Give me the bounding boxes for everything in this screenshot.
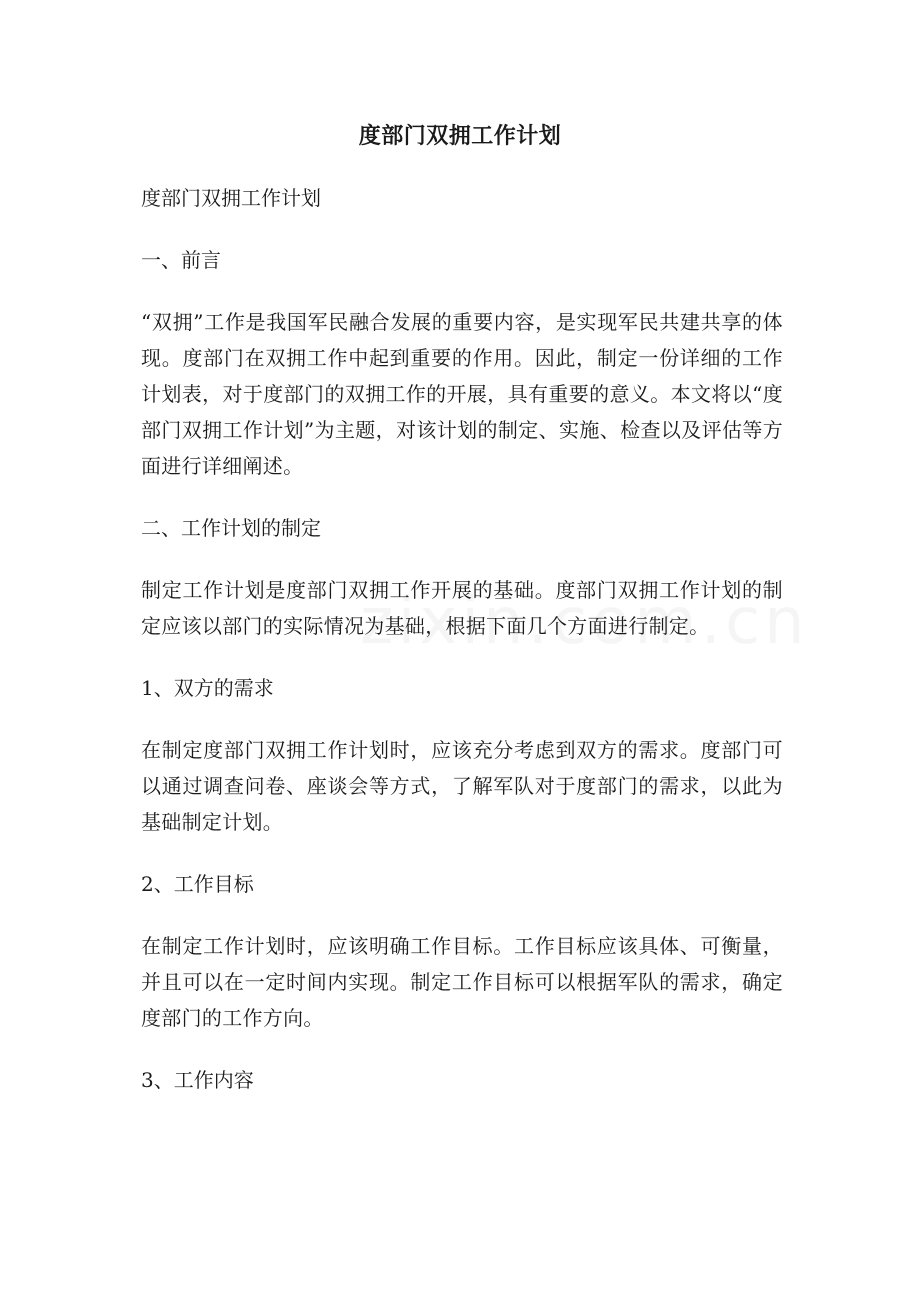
needs-paragraph: 在制定度部门双拥工作计划时，应该充分考虑到双方的需求。度部门可以通过调查问卷、座谈会等方式，了解军队对于度部门的需求，以此为基础制定计划。	[141, 738, 783, 834]
document-body	[141, 180, 783, 1098]
item-heading-needs: 1、双方的需求	[141, 676, 274, 700]
preface-paragraph: “双拥”工作是我国军民融合发展的重要内容，是实现军民共建共享的体现。度部门在双拥工作中起到重要的作用。因此，制定一份详细的工作计划表，对于度部门的双拥工作的开展，具有重要的意义。本文将以“度部门双拥工作计划”为主题，对该计划的制定、实施、检查以及评估等方面进行详细阐述。	[141, 310, 783, 478]
document-title: 度部门双拥工作计划	[358, 123, 562, 149]
item-heading-goals: 2、工作目标	[141, 872, 254, 896]
goals-paragraph: 在制定工作计划时，应该明确工作目标。工作目标应该具体、可衡量，并且可以在一定时间内实现。制定工作目标可以根据军队的需求，确定度部门的工作方向。	[141, 934, 783, 1030]
plan-paragraph: 制定工作计划是度部门双拥工作开展的基础。度部门双拥工作计划的制定应该以部门的实际情况为基础，根据下面几个方面进行制定。	[141, 578, 783, 638]
section-heading-plan: 二、工作计划的制定	[141, 516, 321, 540]
item-heading-content: 3、工作内容	[141, 1068, 254, 1092]
section-heading-preface: 一、前言	[141, 248, 221, 272]
document-subtitle: 度部门双拥工作计划	[141, 186, 321, 210]
